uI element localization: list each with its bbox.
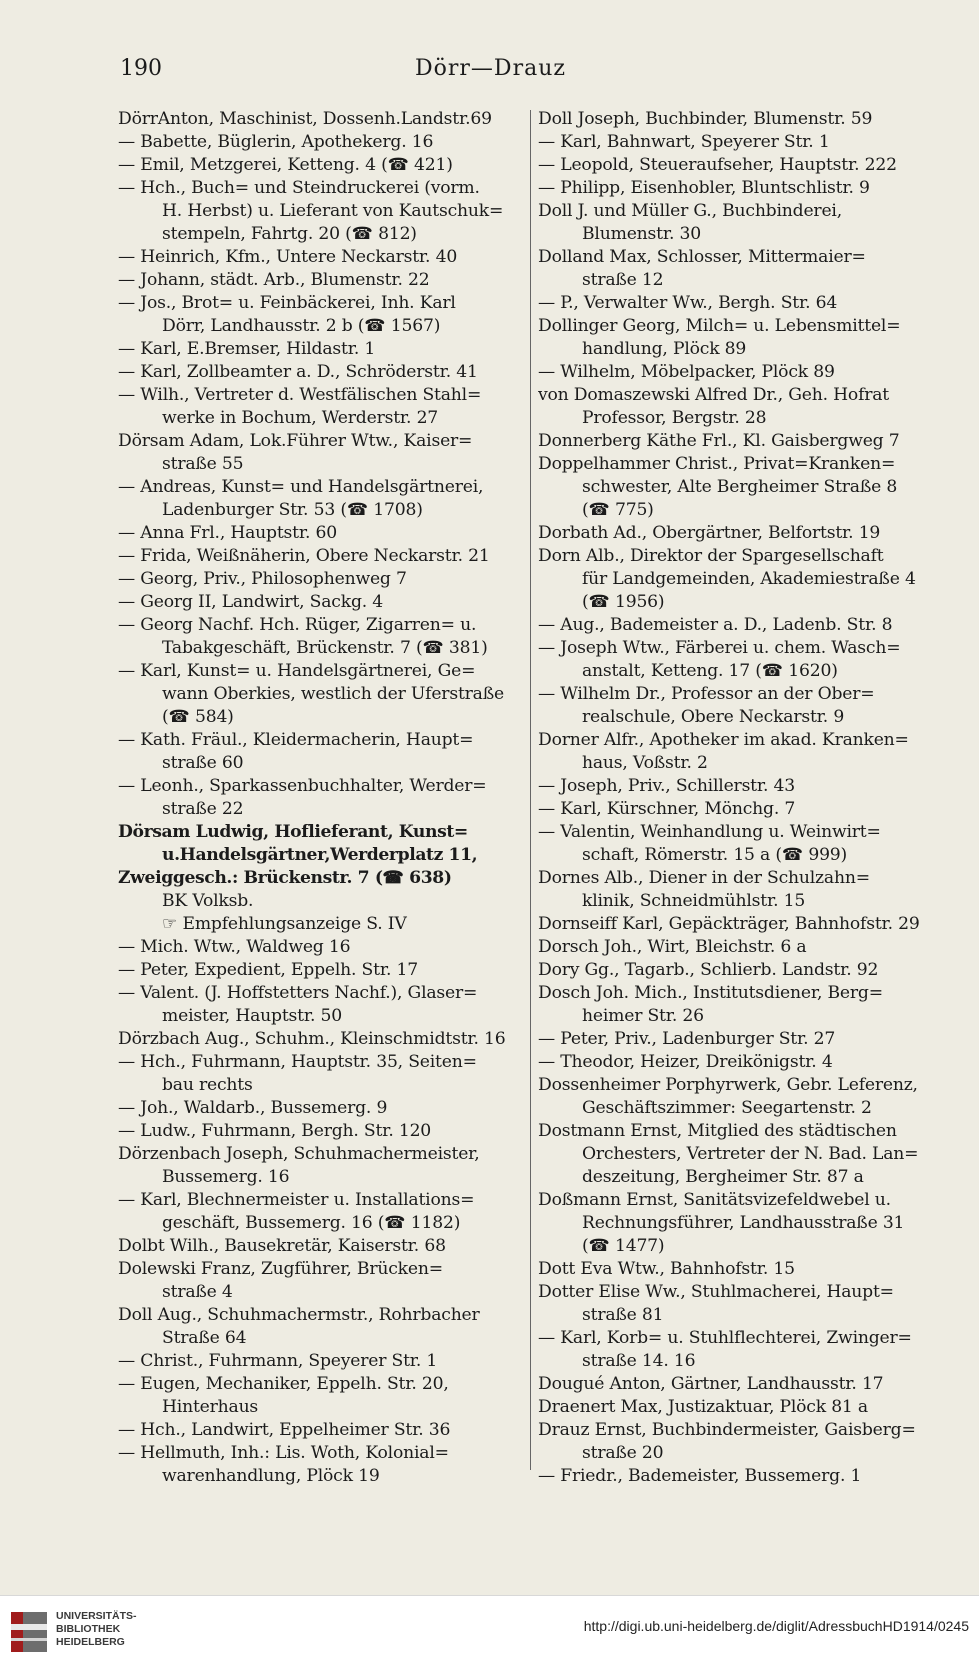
directory-entry-line: Doßmann Ernst, Sanitätsvizefeldwebel u. [538,1190,891,1210]
directory-entry-line: stempeln, Fahrtg. 20 (☎ 812) [162,224,417,244]
library-name[interactable] [56,1610,176,1649]
directory-entry-line: DörrAnton, Maschinist, Dossenh.Landstr.69 [118,109,492,129]
directory-entry-line: Dolland Max, Schlosser, Mittermaier= [538,247,866,267]
directory-entry-line: — Hch., Landwirt, Eppelheimer Str. 36 [118,1420,451,1440]
directory-entry-line: warenhandlung, Plöck 19 [162,1466,380,1486]
directory-entry-line: Doll Aug., Schuhmachermstr., Rohrbacher [118,1305,480,1325]
directory-entry-line: Doppelhammer Christ., Privat=Kranken= [538,454,896,474]
directory-entry-line: Doll J. und Müller G., Buchbinderei, [538,201,842,221]
directory-entry-line: — Georg II, Landwirt, Sackg. 4 [118,592,384,612]
directory-entry-line: Dorner Alfr., Apotheker im akad. Kranken= [538,730,909,750]
directory-entry-line: klinik, Schneidmühlstr. 15 [582,891,806,911]
directory-entry-line: — Babette, Büglerin, Apothekerg. 16 [118,132,434,152]
directory-entry-line: deszeitung, Bergheimer Str. 87 a [582,1167,864,1187]
directory-entry-line: — Karl, Bahnwart, Speyerer Str. 1 [538,132,830,152]
directory-entry-line: Dornseiff Karl, Gepäckträger, Bahnhofstr. 29 [538,914,920,934]
directory-entry-line: Rechnungsführer, Landhausstraße 31 [582,1213,905,1233]
directory-entry-line: — Wilh., Vertreter d. Westfälischen Stahl= [118,385,482,405]
directory-entry-line: straße 20 [582,1443,664,1463]
library-name-line: UNIVERSITÄTS- [56,1610,137,1622]
directory-entry-line: straße 4 [162,1282,233,1302]
directory-entry-line: handlung, Plöck 89 [582,339,747,359]
directory-entry-line: Dory Gg., Tagarb., Schlierb. Landstr. 92 [538,960,879,980]
directory-entry-line: werke in Bochum, Werderstr. 27 [162,408,439,428]
directory-entry-line: — Frida, Weißnäherin, Obere Neckarstr. 21 [118,546,490,566]
directory-entry-line: geschäft, Bussemerg. 16 (☎ 1182) [162,1213,461,1233]
directory-entry-line: — Hch., Fuhrmann, Hauptstr. 35, Seiten= [118,1052,477,1072]
directory-entry-line: — Theodor, Heizer, Dreikönigstr. 4 [538,1052,833,1072]
directory-entry-line: Tabakgeschäft, Brückenstr. 7 (☎ 381) [162,638,488,658]
directory-entry-line: schwester, Alte Bergheimer Straße 8 [582,477,898,497]
directory-entry-line: straße 81 [582,1305,664,1325]
directory-entry-line: — Aug., Bademeister a. D., Ladenb. Str. 8 [538,615,893,635]
library-name-line: HEIDELBERG [56,1636,125,1648]
directory-entry-line: — Peter, Expedient, Eppelh. Str. 17 [118,960,418,980]
directory-entry-line: Dörzbach Aug., Schuhm., Kleinschmidtstr. 16 [118,1029,506,1049]
directory-entry-line: — Joseph, Priv., Schillerstr. 43 [538,776,796,796]
directory-entry-line: — Christ., Fuhrmann, Speyerer Str. 1 [118,1351,438,1371]
directory-entry-line: straße 12 [582,270,664,290]
directory-entry-line: ☞ Empfehlungsanzeige S. IV [162,914,407,934]
directory-entry-line: (☎ 1956) [582,592,665,612]
viewer-footer [0,1595,979,1669]
directory-entry-line: Dörsam Adam, Lok.Führer Wtw., Kaiser= [118,431,473,451]
directory-entry-line: — Karl, Korb= u. Stuhlflechterei, Zwinger= [538,1328,912,1348]
directory-entry-line: Dorn Alb., Direktor der Spargesellschaft [538,546,884,566]
directory-entry-line: Dorsch Joh., Wirt, Bleichstr. 6 a [538,937,807,957]
directory-entry-line: straße 14. 16 [582,1351,696,1371]
directory-entry-line: — Joh., Waldarb., Bussemerg. 9 [118,1098,388,1118]
directory-entry-line: — Georg Nachf. Hch. Rüger, Zigarren= u. [118,615,477,635]
directory-entry-line: Dornes Alb., Diener in der Schulzahn= [538,868,870,888]
directory-entry-line: — Karl, E.Bremser, Hildastr. 1 [118,339,376,359]
page-number: 190 [120,56,162,81]
directory-entry-line: Dollinger Georg, Milch= u. Lebensmittel= [538,316,901,336]
directory-entry-line: Ladenburger Str. 53 (☎ 1708) [162,500,423,520]
directory-entry-line: Dörzenbach Joseph, Schuhmachermeister, [118,1144,480,1164]
directory-entry-line: Drauz Ernst, Buchbindermeister, Gaisberg= [538,1420,916,1440]
directory-entry-line: — Leopold, Steueraufseher, Hauptstr. 222 [538,155,897,175]
directory-entry-line: (☎ 584) [162,707,234,727]
directory-entry-line: — Hch., Buch= und Steindruckerei (vorm. [118,178,480,198]
directory-entry-line: — Karl, Zollbeamter a. D., Schröderstr. 41 [118,362,478,382]
directory-entry-line: (☎ 775) [582,500,654,520]
directory-entry-line: BK Volksb. [162,891,254,911]
directory-entry-line: Dosch Joh. Mich., Institutsdiener, Berg= [538,983,883,1003]
directory-entry-line: von Domaszewski Alfred Dr., Geh. Hofrat [538,385,890,405]
directory-entry-line: haus, Voßstr. 2 [582,753,708,773]
directory-entry-line: Professor, Bergstr. 28 [582,408,767,428]
directory-entry-line: Dörsam Ludwig, Hoflieferant, Kunst= [118,822,468,842]
directory-entry-line: straße 55 [162,454,244,474]
directory-entry-line: Donnerberg Käthe Frl., Kl. Gaisbergweg 7 [538,431,900,451]
directory-entry-line: — Mich. Wtw., Waldweg 16 [118,937,351,957]
directory-entry-line: Dostmann Ernst, Mitglied des städtischen [538,1121,897,1141]
directory-entry-line: — Heinrich, Kfm., Untere Neckarstr. 40 [118,247,458,267]
directory-entry-line: — Hellmuth, Inh.: Lis. Woth, Kolonial= [118,1443,449,1463]
running-head: Dörr—Drauz [415,56,566,81]
directory-entry-line: bau rechts [162,1075,253,1095]
directory-entry-line: — P., Verwalter Ww., Bergh. Str. 64 [538,293,838,313]
directory-entry-line: Dörr, Landhausstr. 2 b (☎ 1567) [162,316,441,336]
directory-entry-line: — Peter, Priv., Ladenburger Str. 27 [538,1029,836,1049]
source-url-link[interactable]: http://digi.ub.uni-heidelberg.de/diglit/AdressbuchHD1914/0245 [583,1618,969,1634]
directory-entry-line: straße 22 [162,799,244,819]
directory-entry-line: — Jos., Brot= u. Feinbäckerei, Inh. Karl [118,293,456,313]
directory-entry-line: — Karl, Blechnermeister u. Installations= [118,1190,475,1210]
directory-entry-line: — Karl, Kürschner, Mönchg. 7 [538,799,796,819]
directory-entry-line: — Kath. Fräul., Kleidermacherin, Haupt= [118,730,474,750]
directory-entry-line: meister, Hauptstr. 50 [162,1006,342,1026]
library-name-line: BIBLIOTHEK [56,1623,121,1635]
directory-entry-line: — Ludw., Fuhrmann, Bergh. Str. 120 [118,1121,432,1141]
directory-entry-line: — Wilhelm Dr., Professor an der Ober= [538,684,875,704]
directory-entry-line: H. Herbst) u. Lieferant von Kautschuk= [162,201,504,221]
column-divider [530,110,531,1470]
directory-entry-line: — Karl, Kunst= u. Handelsgärtnerei, Ge= [118,661,476,681]
directory-entry-line: — Wilhelm, Möbelpacker, Plöck 89 [538,362,835,382]
directory-entry-line: Zweiggesch.: Brückenstr. 7 (☎ 638) [118,868,452,888]
directory-entry-line: — Joseph Wtw., Färberei u. chem. Wasch= [538,638,901,658]
directory-entry-line: — Friedr., Bademeister, Bussemerg. 1 [538,1466,862,1486]
directory-entry-line: — Leonh., Sparkassenbuchhalter, Werder= [118,776,487,796]
directory-entry-line: Dossenheimer Porphyrwerk, Gebr. Leferenz, [538,1075,918,1095]
directory-entry-line: Doll Joseph, Buchbinder, Blumenstr. 59 [538,109,873,129]
directory-entry-line: — Philipp, Eisenhobler, Bluntschlistr. 9 [538,178,870,198]
directory-entry-line: — Andreas, Kunst= und Handelsgärtnerei, [118,477,484,497]
directory-entry-line: schaft, Römerstr. 15 a (☎ 999) [582,845,848,865]
directory-entry-line: Dott Eva Wtw., Bahnhofstr. 15 [538,1259,795,1279]
directory-entry-line: wann Oberkies, westlich der Uferstraße [162,684,504,704]
directory-entry-line: Dougué Anton, Gärtner, Landhausstr. 17 [538,1374,884,1394]
directory-entry-line: für Landgemeinden, Akademiestraße 4 [582,569,916,589]
directory-entry-line: Dotter Elise Ww., Stuhlmacherei, Haupt= [538,1282,894,1302]
directory-entry-line: anstalt, Ketteng. 17 (☎ 1620) [582,661,838,681]
directory-entry-line: Draenert Max, Justizaktuar, Plöck 81 a [538,1397,868,1417]
directory-entry-line: — Johann, städt. Arb., Blumenstr. 22 [118,270,430,290]
directory-entry-line: — Eugen, Mechaniker, Eppelh. Str. 20, [118,1374,449,1394]
directory-entry-line: — Anna Frl., Hauptstr. 60 [118,523,338,543]
directory-entry-line: Dolewski Franz, Zugführer, Brücken= [118,1259,443,1279]
directory-entry-line: Geschäftszimmer: Seegartenstr. 2 [582,1098,872,1118]
directory-entry-line: Dolbt Wilh., Bausekretär, Kaiserstr. 68 [118,1236,446,1256]
right-column [538,108,947,1488]
directory-entry-line: — Georg, Priv., Philosophenweg 7 [118,569,407,589]
page-header [120,56,861,90]
left-column [118,108,527,1488]
directory-entry-line: — Valentin, Weinhandlung u. Weinwirt= [538,822,881,842]
directory-entry-line: Dorbath Ad., Obergärtner, Belfortstr. 19 [538,523,881,543]
directory-entry-line: Straße 64 [162,1328,247,1348]
directory-entry-line: Orchesters, Vertreter der N. Bad. Lan= [582,1144,919,1164]
directory-entry-line: heimer Str. 26 [582,1006,704,1026]
directory-entry-line: (☎ 1477) [582,1236,665,1256]
directory-entry-line: Bussemerg. 16 [162,1167,290,1187]
library-seal-icon [8,1606,50,1658]
directory-entry-line: u.Handelsgärtner,Werderplatz 11, [162,845,478,865]
directory-entry-line: Hinterhaus [162,1397,259,1417]
directory-entry-line: — Valent. (J. Hoffstetters Nachf.), Glaser= [118,983,478,1003]
directory-entry-line: Blumenstr. 30 [582,224,701,244]
directory-entry-line: straße 60 [162,753,244,773]
directory-entry-line: realschule, Obere Neckarstr. 9 [582,707,845,727]
directory-entry-line: — Emil, Metzgerei, Ketteng. 4 (☎ 421) [118,155,453,175]
